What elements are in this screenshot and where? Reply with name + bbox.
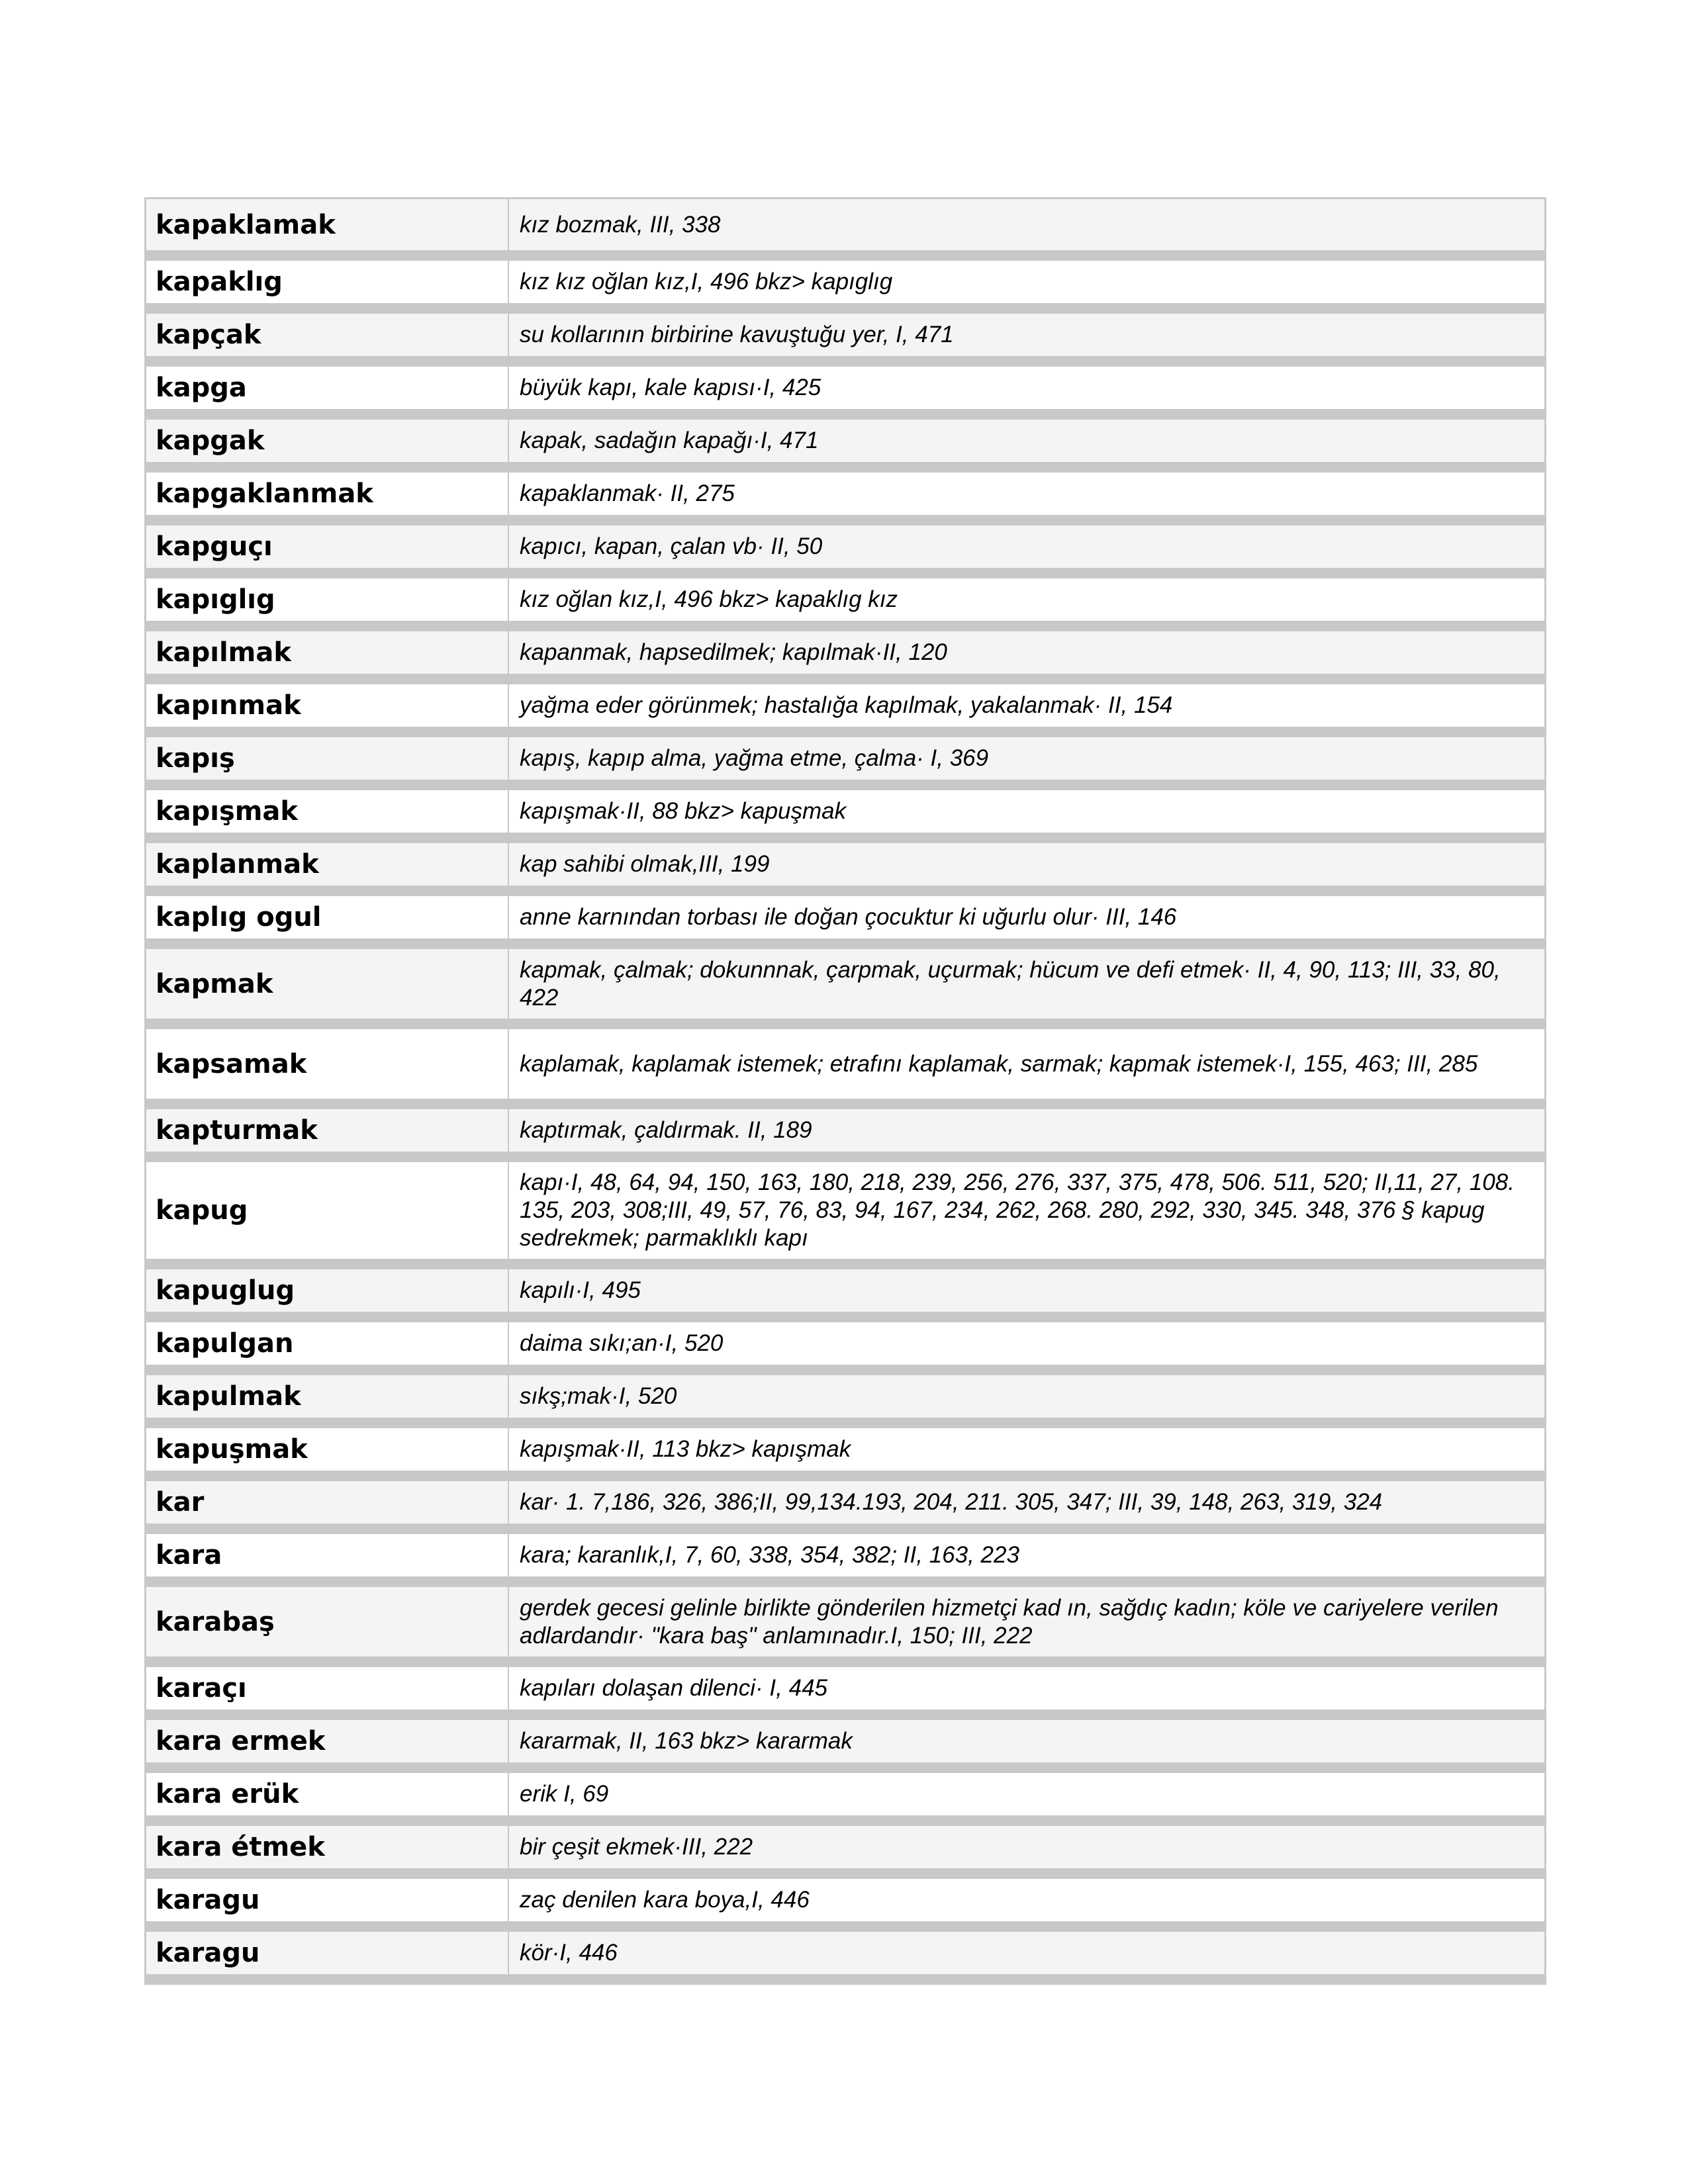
entry-term: karaçı xyxy=(146,1667,509,1709)
entry-definition: büyük kapı, kale kapısı·I, 425 xyxy=(520,375,821,400)
entry-definition: kara; karanlık,I, 7, 60, 338, 354, 382; II, 163, 223 xyxy=(520,1542,1019,1568)
entry-term: kapışmak xyxy=(146,790,509,833)
entry-term: kaplıg ogul xyxy=(146,896,509,938)
entry-definition: erik I, 69 xyxy=(520,1781,609,1807)
table-row xyxy=(146,1471,1544,1524)
entry-definition: kapılı·I, 495 xyxy=(520,1277,641,1303)
table-row xyxy=(146,1815,1544,1868)
table-row xyxy=(146,1709,1544,1762)
table-row xyxy=(146,462,1544,515)
entry-term: kara xyxy=(146,1534,509,1576)
entry-term: kapış xyxy=(146,737,509,780)
table-row xyxy=(146,833,1544,886)
table-row xyxy=(146,409,1544,462)
entry-term: kapılmak xyxy=(146,631,509,674)
table-row xyxy=(146,356,1544,409)
entry-term: karagu xyxy=(146,1932,509,1974)
entry-definition: kapıları dolaşan dilenci· I, 445 xyxy=(520,1675,827,1701)
table-row xyxy=(146,938,1544,1019)
entry-term: kapturmak xyxy=(146,1109,509,1152)
table-row xyxy=(146,1576,1544,1657)
entry-definition: kız bozmak, III, 338 xyxy=(520,211,721,238)
table-row xyxy=(146,1418,1544,1471)
table-row xyxy=(146,1524,1544,1576)
table-row xyxy=(146,568,1544,621)
entry-definition: su kollarının birbirine kavuştuğu yer, I, 471 xyxy=(520,322,954,347)
table-row xyxy=(146,1152,1544,1259)
entry-definition: kör·I, 446 xyxy=(520,1940,618,1966)
entry-definition: bir çeşit ekmek·III, 222 xyxy=(520,1834,753,1860)
entry-definition: kız kız oğlan kız,I, 496 bkz> kapıglıg xyxy=(520,269,893,295)
table-row xyxy=(146,1365,1544,1418)
entry-term: kara ermek xyxy=(146,1720,509,1762)
entry-term: kaplanmak xyxy=(146,843,509,886)
table-row xyxy=(146,250,1544,303)
entry-term: kapulmak xyxy=(146,1375,509,1418)
entry-definition: kar· 1. 7,186, 326, 386;II, 99,134.193, 204, 211. 305, 347; III, 39, 148, 263, 319, 324 xyxy=(520,1489,1383,1515)
entry-term: kara erük xyxy=(146,1773,509,1815)
entry-definition: kaplamak, kaplamak istemek; etrafını kaplamak, sarmak; kapmak istemek·I, 155, 463; III, 285 xyxy=(520,1050,1478,1077)
table-row xyxy=(146,674,1544,727)
entry-definition: kız oğlan kız,I, 496 bkz> kapaklıg kız xyxy=(520,586,898,612)
entry-definition: kapmak, çalmak; dokunnnak, çarpmak, uçurmak; hücum ve defi etmek· II, 4, 90, 113; III, 33, 80, 422 xyxy=(520,956,1501,1011)
entry-term: kapguçı xyxy=(146,525,509,568)
entry-definition: anne karnından torbası ile doğan çocuktur ki uğurlu olur· III, 146 xyxy=(520,904,1177,930)
entry-term: kapsamak xyxy=(146,1029,509,1099)
table-row xyxy=(146,303,1544,356)
entry-definition: kaptırmak, çaldırmak. II, 189 xyxy=(520,1117,812,1143)
glossary-table xyxy=(144,197,1546,1985)
entry-term: kapaklıg xyxy=(146,261,509,303)
table-row xyxy=(146,1312,1544,1365)
entry-term: kar xyxy=(146,1481,509,1524)
entry-definition: kapanmak, hapsedilmek; kapılmak·II, 120 xyxy=(520,639,947,665)
entry-definition: yağma eder görünmek; hastalığa kapılmak, yakalanmak· II, 154 xyxy=(520,692,1173,718)
entry-term: kapuglug xyxy=(146,1269,509,1312)
entry-term: kara étmek xyxy=(146,1826,509,1868)
entry-term: kapulgan xyxy=(146,1322,509,1365)
table-row xyxy=(146,780,1544,833)
table-row xyxy=(146,1019,1544,1099)
table-row xyxy=(146,1762,1544,1815)
entry-definition: daima sıkı;an·I, 520 xyxy=(520,1330,724,1356)
entry-term: kapga xyxy=(146,367,509,409)
table-row xyxy=(146,515,1544,568)
entry-term: kapug xyxy=(146,1162,509,1259)
entry-term: karagu xyxy=(146,1879,509,1921)
entry-term: kapçak xyxy=(146,314,509,356)
entry-definition: kapı·I, 48, 64, 94, 150, 163, 180, 218, 239, 256, 276, 337, 375, 478, 506. 511, 520; II,11, 27, 108. 135, 203, 308;III, 49, 57, 76, 83, 94, 167, 234, 262, 268. 280, 292, 330, 345. 348, 376 § kapug sedrekmek; parmaklıklı kapı xyxy=(520,1169,1515,1251)
table-row xyxy=(146,1099,1544,1152)
entry-term: kapaklamak xyxy=(146,199,509,250)
entry-term: kapınmak xyxy=(146,684,509,727)
entry-definition: zaç denilen kara boya,I, 446 xyxy=(520,1887,810,1913)
table-row xyxy=(146,1921,1544,1974)
entry-term: karabaş xyxy=(146,1587,509,1657)
table-row xyxy=(146,1868,1544,1921)
entry-definition: kapış, kapıp alma, yağma etme, çalma· I, 369 xyxy=(520,745,989,771)
table-row xyxy=(146,886,1544,938)
table-row xyxy=(146,727,1544,780)
table-row xyxy=(146,621,1544,674)
entry-term: kapıglıg xyxy=(146,578,509,621)
entry-definition: kapıcı, kapan, çalan vb· II, 50 xyxy=(520,533,823,559)
entry-definition: kararmak, II, 163 bkz> kararmak xyxy=(520,1728,853,1754)
entry-definition: sıkş;mak·I, 520 xyxy=(520,1383,677,1409)
entry-term: kapmak xyxy=(146,949,509,1019)
entry-definition: kapışmak·II, 113 bkz> kapışmak xyxy=(520,1436,851,1462)
entry-term: kapuşmak xyxy=(146,1428,509,1471)
table-row xyxy=(146,1259,1544,1312)
entry-definition: kap sahibi olmak,III, 199 xyxy=(520,851,770,877)
table-row xyxy=(146,1657,1544,1709)
entry-term: kapgaklanmak xyxy=(146,473,509,515)
entry-definition: kapaklanmak· II, 275 xyxy=(520,480,735,506)
entry-definition: kapak, sadağın kapağı·I, 471 xyxy=(520,428,819,453)
table-row xyxy=(146,199,1544,250)
entry-definition: gerdek gecesi gelinle birlikte gönderilen hizmetçi kad ın, sağdıç kadın; köle ve cariyelere verilen adlardandır· "kara baş" anlamınadır.I, 150; III, 222 xyxy=(520,1594,1499,1649)
entry-definition: kapışmak·II, 88 bkz> kapuşmak xyxy=(520,798,847,824)
entry-term: kapgak xyxy=(146,420,509,462)
